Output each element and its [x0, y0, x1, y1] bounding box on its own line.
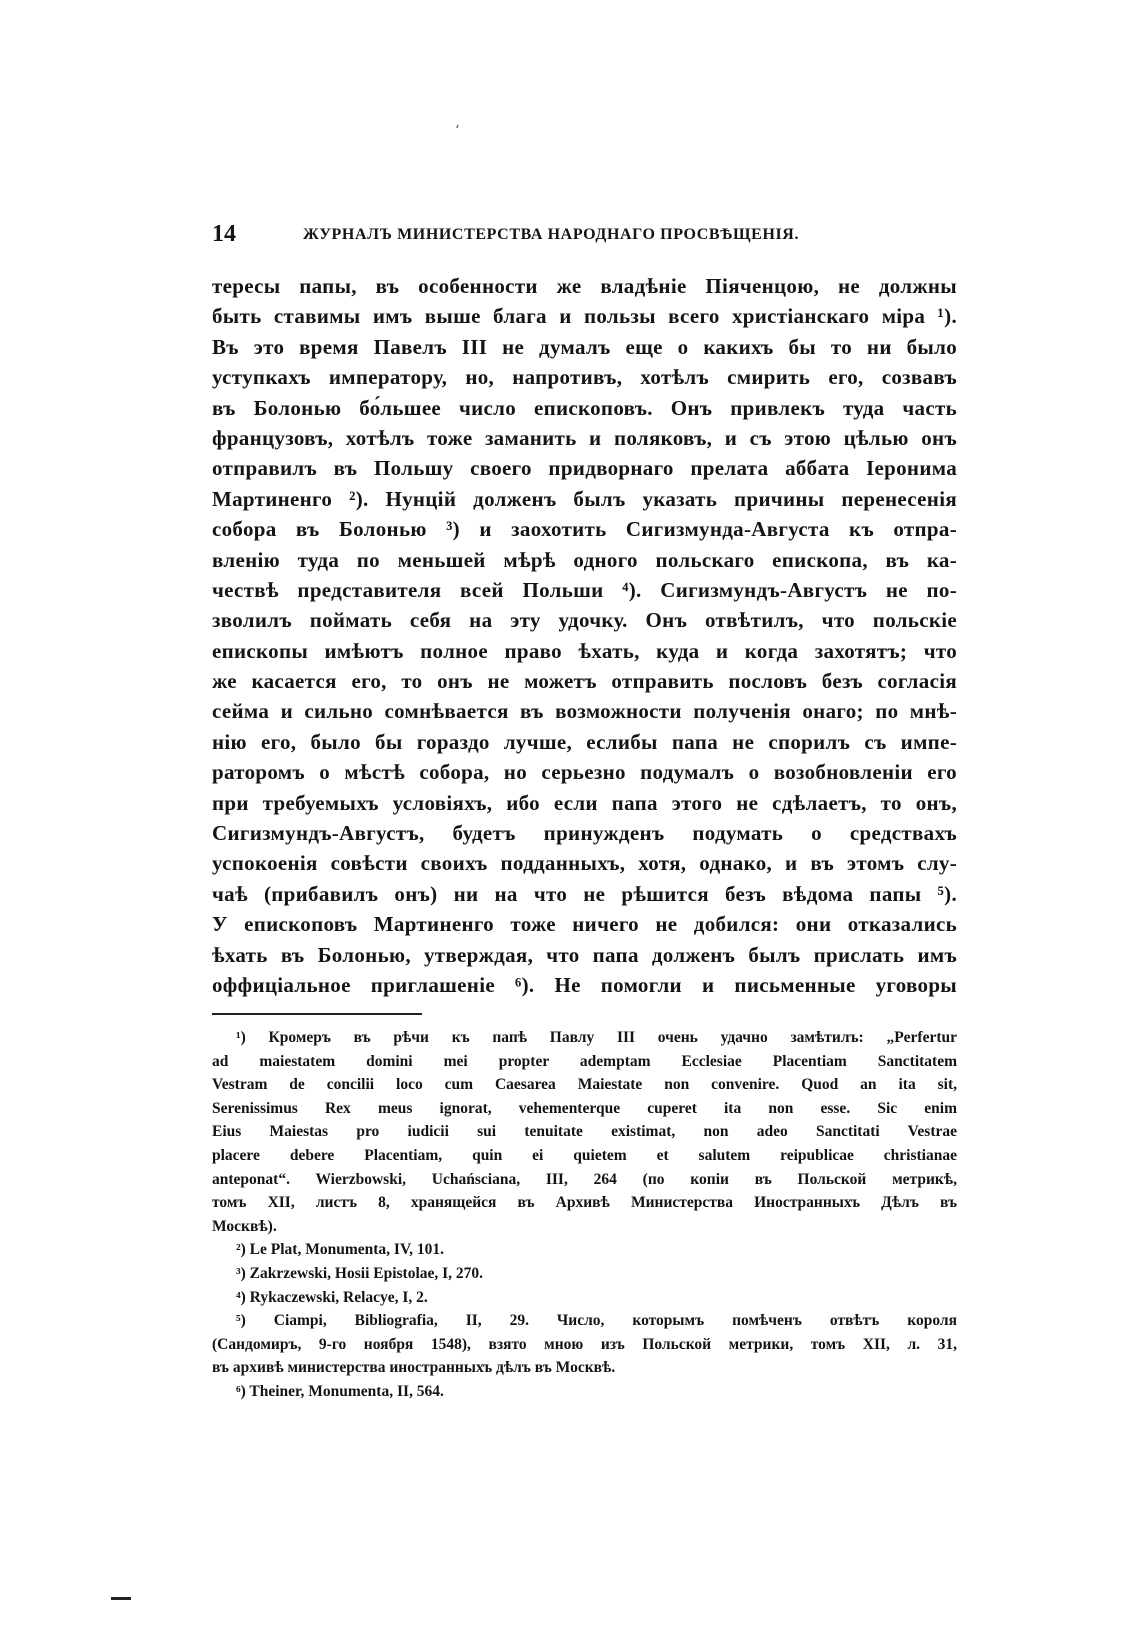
print-speck: ‘: [455, 123, 460, 139]
footnote-line: Москвѣ).: [212, 1217, 277, 1235]
body-line: собора въ Болонью ³) и заохотить Сигизмунда-Августа къ отпра-: [212, 517, 957, 542]
body-line: нію его, было бы гораздо лучше, еслибы папа не спорилъ съ импе-: [212, 729, 957, 754]
footnotes: [212, 1026, 957, 1404]
footnote-line: ⁵) Ciampi, Bibliografia, II, 29. Число, которымъ помѣченъ отвѣтъ короля: [236, 1312, 957, 1330]
body-line: ѣхать въ Болонью, утверждая, что папа долженъ былъ прислать имъ: [212, 942, 957, 967]
body-line: же касается его, то онъ не можетъ отправить пословъ безъ согласія: [212, 669, 957, 694]
body-line: Въ это время Павелъ III не думалъ еще о какихъ бы то ни было: [212, 334, 957, 359]
body-line: чаѣ (прибавилъ онъ) ни на что не рѣшится безъ вѣдома папы ⁵).: [212, 881, 957, 906]
body-line: въ Болонью бо́льшее число епископовъ. Онъ привлекъ туда часть: [212, 395, 957, 420]
footnote-line: ⁶) Theiner, Monumenta, II, 564.: [236, 1382, 444, 1400]
footnote-line: placere debere Placentiam, quin ei quietem et salutem reipublicae christianae: [212, 1146, 957, 1164]
body-text: [212, 271, 957, 1000]
body-line: чествѣ представителя всей Польши ⁴). Сигизмундъ-Августъ не по-: [212, 577, 957, 602]
footnote-divider: [212, 1013, 422, 1015]
running-title: ЖУРНАЛЪ МИНИСТЕРСТВА НАРОДНАГО ПРОСВѢЩЕНІЯ.: [303, 226, 800, 243]
body-line: при требуемыхъ условіяхъ, ибо если папа этого не сдѣлаетъ, то онъ,: [212, 790, 957, 815]
margin-mark: [111, 1597, 131, 1600]
page-header: [212, 219, 967, 253]
footnote-line: (Сандомиръ, 9-го ноября 1548), взято мною изъ Польской метрики, томъ XII, л. 31,: [212, 1335, 957, 1353]
footnote-line: въ архивѣ министерства иностранныхъ дѣлъ въ Москвѣ.: [212, 1359, 616, 1377]
footnote-line: ²) Le Plat, Monumenta, IV, 101.: [236, 1241, 445, 1259]
body-line: уступкахъ императору, но, напротивъ, хотѣлъ смирить его, созвавъ: [212, 365, 957, 390]
footnote-line: ad maiestatem domini mei propter ademptam Ecclesiae Placentiam Sanctitatem: [212, 1052, 957, 1070]
body-line: быть ставимы имъ выше блага и пользы всего христіанскаго міра ¹).: [212, 304, 957, 329]
footnote-line: томъ XII, листъ 8, хранящейся въ Архивѣ Министерства Иностранныхъ Дѣлъ въ: [212, 1194, 957, 1212]
body-line: тересы папы, въ особенности же владѣніе Піяченцою, не должны: [212, 274, 957, 298]
body-line: зволилъ поймать себя на эту удочку. Онъ отвѣтилъ, что польскіе: [212, 608, 957, 633]
body-line: Сигизмундъ-Августъ, будетъ принужденъ подумать о средствахъ: [212, 821, 957, 846]
body-line: отправилъ въ Польшу своего придворнаго прелата аббата Іеронима: [212, 456, 957, 481]
body-line: У епископовъ Мартиненго тоже ничего не добился: они отказались: [212, 912, 957, 937]
footnote-line: ⁴) Rykaczewski, Relacye, I, 2.: [236, 1288, 428, 1306]
footnote-line: Eius Maiestas pro iudicii sui tenuitate existimat, non adeo Sanctitati Vestrae: [212, 1123, 957, 1141]
body-line: оффиціальное приглашеніе ⁶). Не помогли и письменные уговоры: [212, 972, 957, 997]
body-line: сейма и сильно сомнѣвается въ возможности полученія онаго; по мнѣ-: [212, 699, 957, 724]
body-line: Мартиненго ²). Нунцій долженъ былъ указать причины перенесенія: [212, 486, 957, 511]
body-line: раторомъ о мѣстѣ собора, но серьезно подумалъ о возобновленіи его: [212, 760, 957, 785]
body-line: французовъ, хотѣлъ тоже заманить и поляковъ, и съ этою цѣлью онъ: [212, 425, 957, 450]
footnote-line: Vestram de concilii loco cum Caesarea Maiestate non convenire. Quod an ita sit,: [212, 1076, 957, 1094]
footnote-line: anteponat“. Wierzbowski, Uchańsciana, III, 264 (по копіи въ Польской метрикѣ,: [212, 1170, 957, 1188]
footnote-line: Serenissimus Rex meus ignorat, vehementerque cuperet ita non esse. Sic enim: [212, 1099, 957, 1117]
footnote-line: ³) Zakrzewski, Hosii Epistolae, I, 270.: [236, 1264, 484, 1282]
body-line: успокоенія совѣсти своихъ подданныхъ, хотя, однако, и въ этомъ слу-: [212, 851, 957, 876]
footnote-line: ¹) Кромеръ въ рѣчи къ папѣ Павлу III очень удачно замѣтилъ: „Perfertur: [236, 1029, 957, 1046]
body-line: вленію туда по меньшей мѣрѣ одного польскаго епископа, въ ка-: [212, 547, 957, 572]
page-number: 14: [212, 221, 236, 247]
body-line: епископы имѣютъ полное право ѣхать, куда и когда захотятъ; что: [212, 638, 957, 663]
